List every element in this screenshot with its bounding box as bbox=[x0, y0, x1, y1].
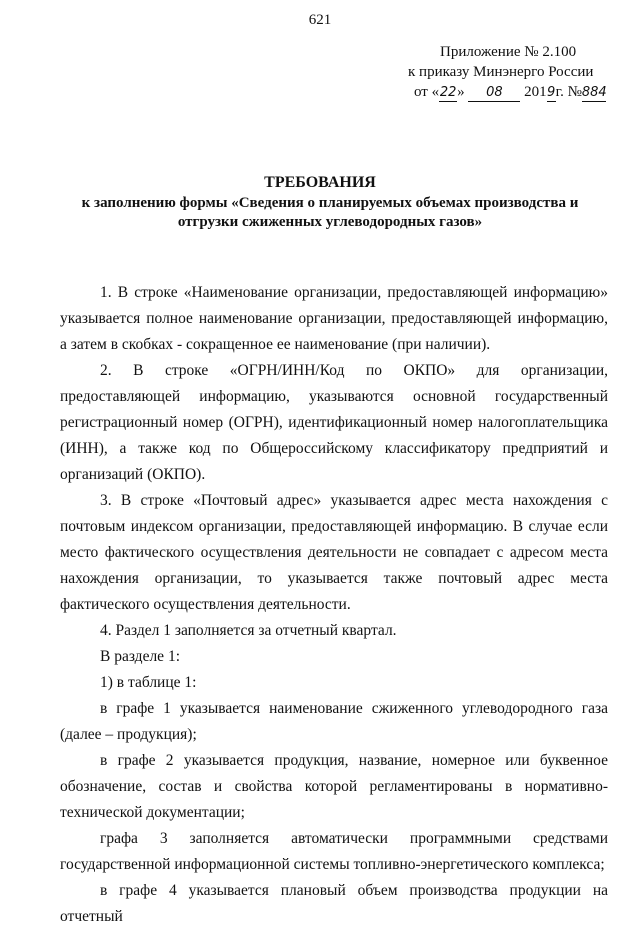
paragraph: 3. В строке «Почтовый адрес» указывается адрес места нахождения с почтовым индексом организации, предоставляющей информацию. В случае если место фактического осуществления деятельности не совпадает с адресом места нахождения организации, то указывается также почтовый адрес места фактического осуществления деятельности. bbox=[60, 492, 608, 613]
paragraph: в графе 4 указывается плановый объем производства продукции на отчетный bbox=[60, 882, 608, 925]
page-number: 621 bbox=[308, 12, 332, 28]
number-prefix: г. № bbox=[555, 84, 582, 100]
paragraph: 4. Раздел 1 заполняется за отчетный квартал. bbox=[100, 622, 397, 639]
document-subtitle: к заполнению формы «Сведения о планируемых объемах производства и отгрузки сжиженных углеводородных газов» bbox=[81, 195, 579, 230]
handwritten-month: 08 bbox=[468, 85, 520, 102]
paragraph: В разделе 1: bbox=[100, 648, 180, 665]
appendix-date-line bbox=[386, 82, 606, 102]
paragraph: графа 3 заполняется автоматически программными средствами государственной информационной системы топливно-энергетического комплекса; bbox=[60, 830, 608, 873]
paragraph: в графе 2 указывается продукция, название, номерное или буквенное обозначение, состав и свойства которой регламентированы в нормативно-технической документации; bbox=[60, 752, 608, 821]
paragraph: в графе 1 указывается наименование сжиженного углеводородного газа (далее – продукция); bbox=[60, 700, 608, 743]
year-prefix: 201 bbox=[524, 84, 547, 100]
handwritten-order-number: 884 bbox=[581, 85, 607, 100]
document-body bbox=[60, 280, 608, 930]
date-prefix: от « bbox=[414, 84, 440, 100]
appendix-order-ref: к приказу Минэнерго России bbox=[408, 64, 594, 80]
paragraph: 1) в таблице 1: bbox=[100, 674, 197, 691]
document-title: ТРЕБОВАНИЯ bbox=[264, 174, 376, 191]
paragraph: 2. В строке «ОГРН/ИНН/Код по ОКПО» для организации, предоставляющей информацию, указываются основной государственный регистрационный номер (ОГРН), идентификационный номер налогоплательщика (ИНН), а также код по Общероссийскому классификатору предприятий и организаций (ОКПО). bbox=[60, 362, 608, 483]
handwritten-day: 22 bbox=[439, 85, 457, 100]
date-separator: » bbox=[457, 84, 465, 100]
appendix-header bbox=[386, 42, 606, 102]
handwritten-year-digit: 9 bbox=[546, 85, 556, 100]
appendix-title: Приложение № 2.100 bbox=[440, 44, 577, 60]
paragraph: 1. В строке «Наименование организации, предоставляющей информацию» указывается полное наименование организации, предоставляющей информацию, а затем в скобках - сокращенное ее наименование (при наличии). bbox=[60, 284, 608, 353]
